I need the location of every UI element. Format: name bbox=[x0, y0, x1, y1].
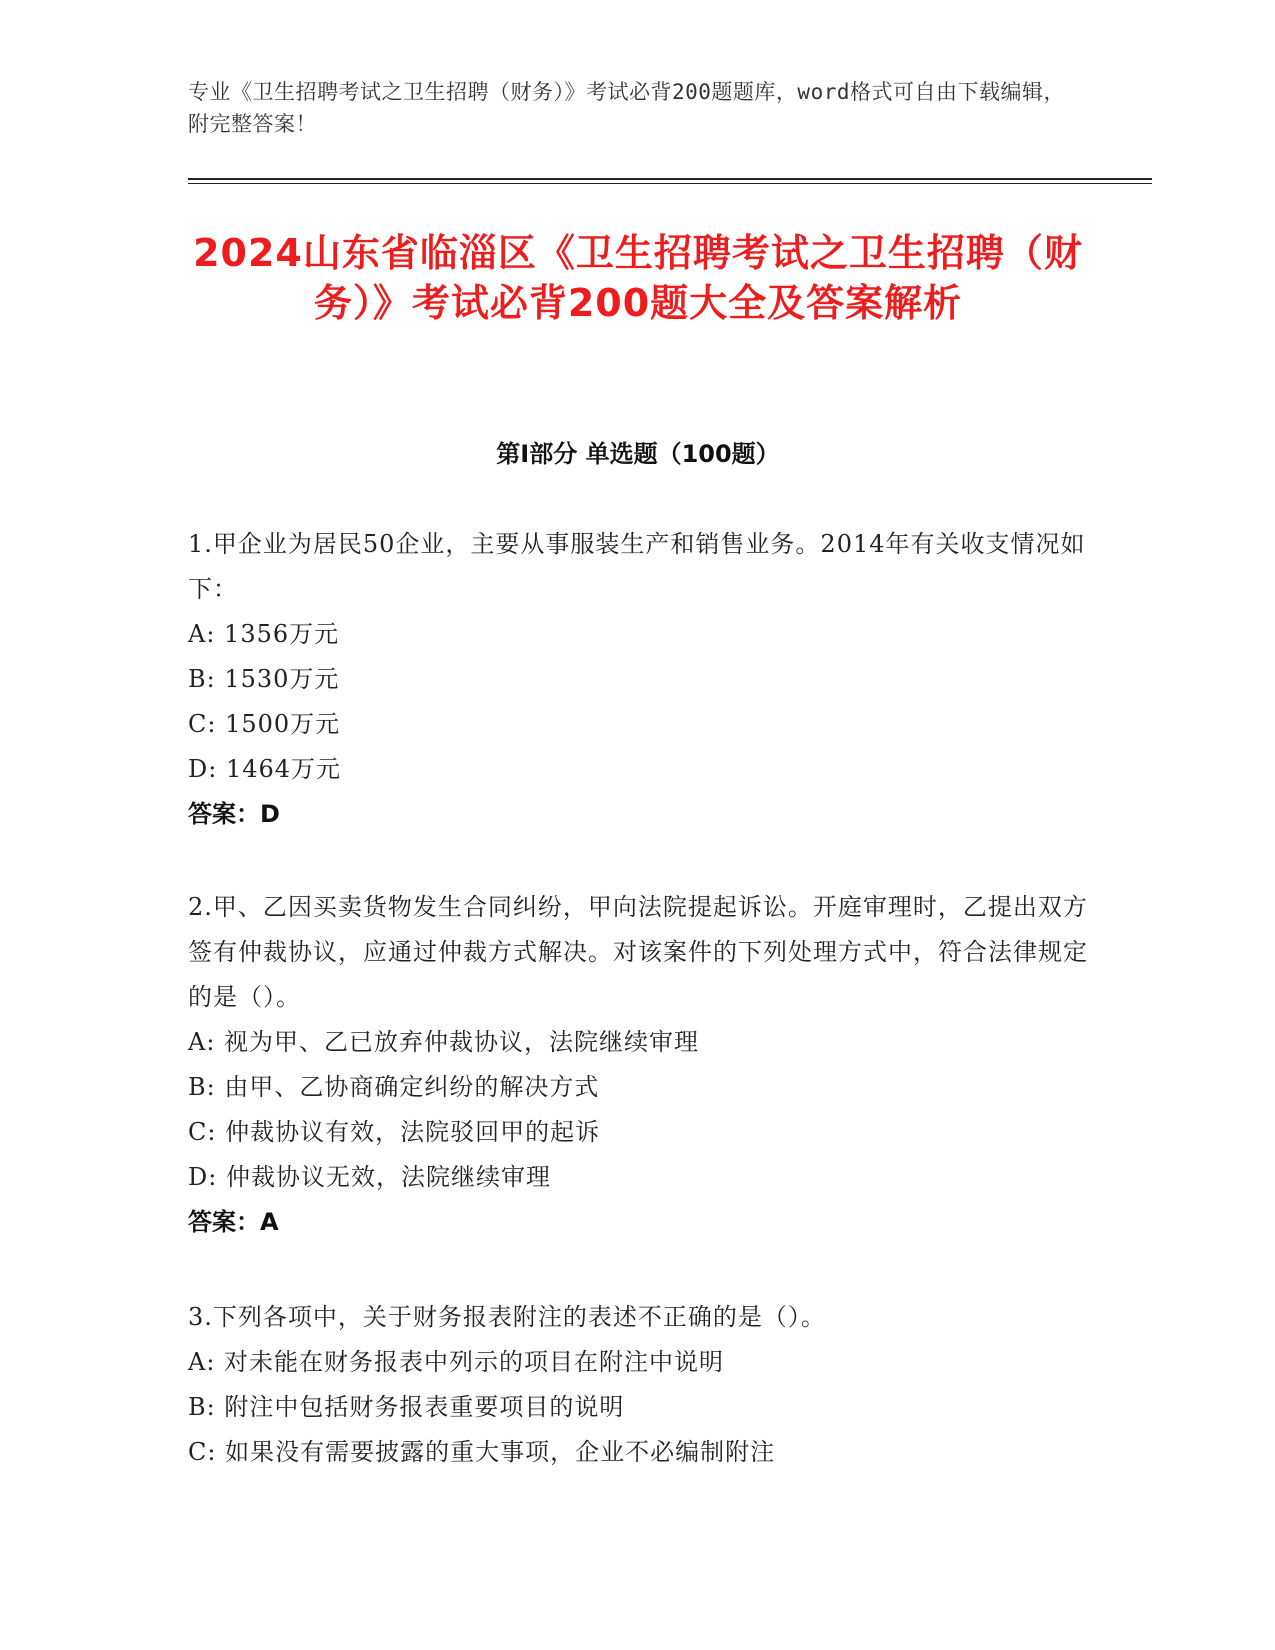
header-divider bbox=[188, 178, 1152, 180]
question-3 bbox=[188, 1295, 1088, 1475]
option-d: D: 1464万元 bbox=[188, 755, 342, 783]
question-stem: 2.甲、乙因买卖货物发生合同纠纷，甲向法院提起诉讼。开庭审理时，乙提出双方签有仲裁协议，应通过仲裁方式解决。对该案件的下列处理方式中，符合法律规定的是（）。 bbox=[188, 893, 1088, 1011]
section-heading: 第Ⅰ部分 单选题（100题） bbox=[496, 440, 780, 468]
option-c: C: 如果没有需要披露的重大事项，企业不必编制附注 bbox=[188, 1438, 776, 1466]
option-c: C: 仲裁协议有效，法院驳回甲的起诉 bbox=[188, 1118, 601, 1146]
option-b: B: 由甲、乙协商确定纠纷的解决方式 bbox=[188, 1073, 600, 1101]
header-divider-thin bbox=[188, 183, 1152, 184]
question-2 bbox=[188, 885, 1088, 1245]
option-a: A: 视为甲、乙已放弃仲裁协议，法院继续审理 bbox=[188, 1028, 700, 1056]
document-title: 2024山东省临淄区《卫生招聘考试之卫生招聘（财务）》考试必背200题大全及答案解析 bbox=[193, 231, 1083, 325]
question-1 bbox=[188, 522, 1088, 837]
option-b: B: 1530万元 bbox=[188, 665, 340, 693]
answer-line: 答案：A bbox=[188, 1208, 279, 1236]
option-b: B: 附注中包括财务报表重要项目的说明 bbox=[188, 1393, 625, 1421]
header-note: 专业《卫生招聘考试之卫生招聘（财务）》考试必背200题题库，word格式可自由下载编辑，附完整答案！ bbox=[188, 80, 1065, 136]
answer-line: 答案：D bbox=[188, 800, 280, 828]
option-c: C: 1500万元 bbox=[188, 710, 341, 738]
question-stem: 1.甲企业为居民50企业，主要从事服装生产和销售业务。2014年有关收支情况如下： bbox=[188, 530, 1086, 603]
option-d: D: 仲裁协议无效，法院继续审理 bbox=[188, 1163, 551, 1191]
option-a: A: 1356万元 bbox=[188, 620, 340, 648]
question-stem: 3.下列各项中，关于财务报表附注的表述不正确的是（）。 bbox=[188, 1303, 826, 1331]
option-a: A: 对未能在财务报表中列示的项目在附注中说明 bbox=[188, 1348, 725, 1376]
